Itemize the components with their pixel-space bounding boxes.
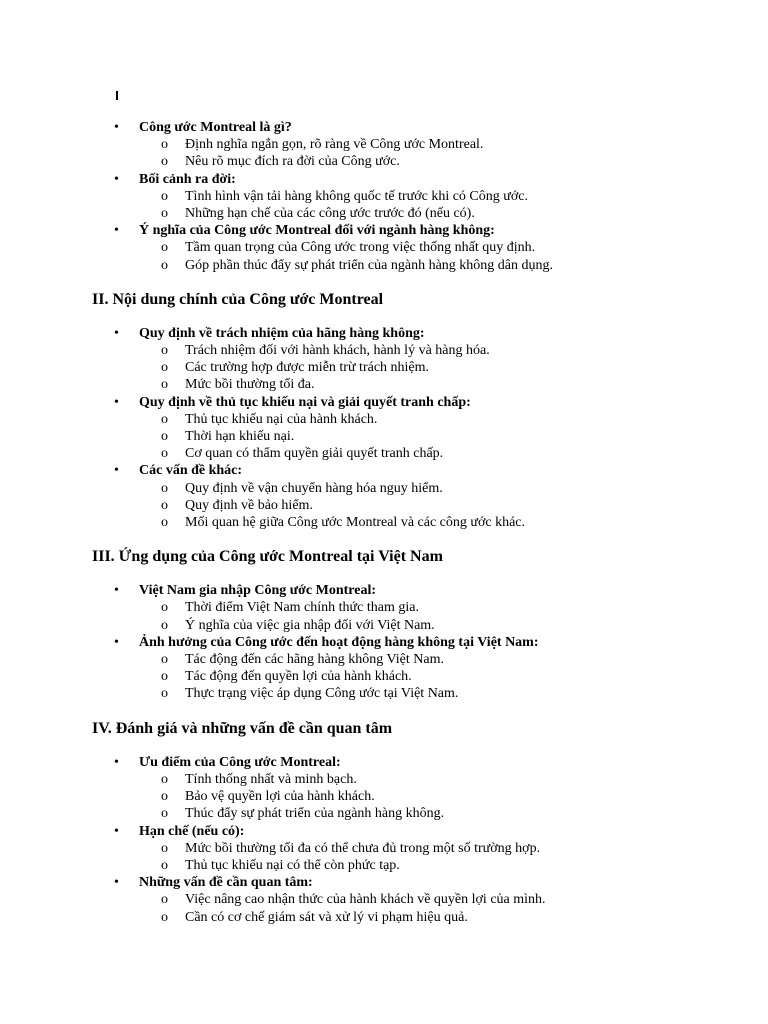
sub-bullet-text: Quy định về bảo hiểm.: [185, 497, 313, 513]
bullet-list: [92, 582, 732, 702]
sub-bullet-item: [139, 617, 732, 634]
circle-bullet-icon: o: [161, 360, 168, 376]
sub-bullet-text: Thủ tục khiếu nại của hành khách.: [185, 411, 378, 427]
circle-bullet-icon: o: [161, 515, 168, 531]
sub-bullet-list: [139, 891, 732, 925]
bullet-label: Quy định về thủ tục khiếu nại và giải quyết tranh chấp:: [139, 394, 471, 410]
bullet-list: [92, 325, 732, 531]
circle-bullet-icon: o: [161, 257, 168, 273]
sub-bullet-text: Cần có cơ chế giám sát và xử lý vi phạm hiệu quả.: [185, 909, 468, 925]
sub-bullet-list: [139, 771, 732, 823]
text-cursor-mark: [116, 91, 118, 100]
bullet-item: [92, 325, 732, 394]
sub-bullet-list: [139, 599, 732, 633]
circle-bullet-icon: o: [161, 154, 168, 170]
sub-bullet-list: [139, 342, 732, 394]
sub-bullet-text: Tình hình vận tải hàng không quốc tế trước khi có Công ước.: [185, 188, 528, 204]
sub-bullet-text: Thủ tục khiếu nại có thể còn phức tạp.: [185, 857, 400, 873]
sub-bullet-text: Tầm quan trọng của Công ước trong việc thống nhất quy định.: [185, 240, 536, 256]
bullet-label: Việt Nam gia nhập Công ước Montreal:: [139, 583, 377, 599]
bullet-item: [92, 171, 732, 223]
document-body: [92, 119, 732, 926]
circle-bullet-icon: o: [161, 497, 168, 513]
bullet-dot-icon: •: [114, 823, 119, 839]
sub-bullet-text: Quy định về vận chuyển hàng hóa nguy hiểm.: [185, 480, 443, 496]
circle-bullet-icon: o: [161, 480, 168, 496]
sub-bullet-item: [139, 445, 732, 462]
bullet-dot-icon: •: [114, 754, 119, 770]
sub-bullet-text: Nêu rõ mục đích ra đời của Công ước.: [185, 154, 400, 170]
bullet-label: Công ước Montreal là gì?: [139, 120, 292, 135]
sub-bullet-item: [139, 205, 732, 222]
sub-bullet-item: [139, 788, 732, 805]
bullet-item: [92, 874, 732, 926]
bullet-item: [92, 119, 732, 171]
sub-bullet-text: Mối quan hệ giữa Công ước Montreal và các công ước khác.: [185, 515, 526, 531]
circle-bullet-icon: o: [161, 343, 168, 359]
bullet-label: Ưu điểm của Công ước Montreal:: [139, 754, 341, 770]
sub-bullet-list: [139, 239, 732, 273]
circle-bullet-icon: o: [161, 206, 168, 222]
bullet-dot-icon: •: [114, 120, 119, 135]
sub-bullet-text: Mức bồi thường tối đa có thể chưa đủ trong một số trường hợp.: [185, 840, 541, 856]
circle-bullet-icon: o: [161, 909, 168, 925]
bullet-item: [92, 582, 732, 634]
bullet-label: Bối cảnh ra đời:: [139, 171, 236, 187]
circle-bullet-icon: o: [161, 411, 168, 427]
bullet-list: [92, 754, 732, 926]
circle-bullet-icon: o: [161, 892, 168, 908]
circle-bullet-icon: o: [161, 806, 168, 822]
circle-bullet-icon: o: [161, 446, 168, 462]
sub-bullet-text: Tác động đến quyền lợi của hành khách.: [185, 669, 412, 685]
bullet-dot-icon: •: [114, 394, 119, 410]
bullet-dot-icon: •: [114, 223, 119, 239]
sub-bullet-item: [139, 257, 732, 274]
sub-bullet-list: [139, 480, 732, 532]
sub-bullet-text: Định nghĩa ngắn gọn, rõ ràng về Công ước Montreal.: [185, 137, 484, 153]
bullet-item: [92, 394, 732, 463]
sub-bullet-item: [139, 805, 732, 822]
bullet-label: Quy định về trách nhiệm của hãng hàng không:: [139, 325, 425, 341]
sub-bullet-item: [139, 668, 732, 685]
sub-bullet-item: [139, 497, 732, 514]
sub-bullet-list: [139, 188, 732, 222]
circle-bullet-icon: o: [161, 137, 168, 153]
bullet-dot-icon: •: [114, 634, 119, 650]
circle-bullet-icon: o: [161, 188, 168, 204]
bullet-label: Các vấn đề khác:: [139, 463, 243, 479]
bullet-dot-icon: •: [114, 325, 119, 341]
bullet-item: [92, 754, 732, 823]
sub-bullet-text: Tác động đến các hãng hàng không Việt Nam.: [185, 652, 444, 668]
circle-bullet-icon: o: [161, 857, 168, 873]
bullet-dot-icon: •: [114, 171, 119, 187]
sub-bullet-item: [139, 685, 732, 702]
bullet-dot-icon: •: [114, 463, 119, 479]
bullet-item: [92, 222, 732, 274]
sub-bullet-list: [139, 840, 732, 874]
bullet-dot-icon: •: [114, 583, 119, 599]
section-heading: III. Ứng dụng của Công ước Montreal tại Việt Nam: [92, 548, 443, 566]
sub-bullet-list: [139, 136, 732, 170]
bullet-label: Những vấn đề cần quan tâm:: [139, 875, 313, 891]
sub-bullet-text: Thời điểm Việt Nam chính thức tham gia.: [185, 600, 419, 616]
circle-bullet-icon: o: [161, 771, 168, 787]
sub-bullet-item: [139, 342, 732, 359]
sub-bullet-item: [139, 891, 732, 908]
sub-bullet-text: Góp phần thúc đẩy sự phát triển của ngành hàng không dân dụng.: [185, 257, 554, 273]
bullet-dot-icon: •: [114, 875, 119, 891]
section-heading: II. Nội dung chính của Công ước Montreal: [92, 290, 384, 308]
sub-bullet-text: Tính thống nhất và minh bạch.: [185, 771, 357, 787]
circle-bullet-icon: o: [161, 617, 168, 633]
sub-bullet-item: [139, 480, 732, 497]
circle-bullet-icon: o: [161, 600, 168, 616]
sub-bullet-text: Những hạn chế của các công ước trước đó (nếu có).: [185, 206, 475, 222]
sub-bullet-text: Mức bồi thường tối đa.: [185, 377, 315, 393]
circle-bullet-icon: o: [161, 652, 168, 668]
document-section: [92, 547, 732, 702]
circle-bullet-icon: o: [161, 686, 168, 702]
sub-bullet-text: Thúc đẩy sự phát triển của ngành hàng không.: [185, 806, 445, 822]
sub-bullet-item: [139, 771, 732, 788]
bullet-item: [92, 462, 732, 531]
sub-bullet-item: [139, 428, 732, 445]
document-section: [92, 719, 732, 926]
sub-bullet-text: Các trường hợp được miễn trừ trách nhiệm.: [185, 360, 430, 376]
bullet-label: Hạn chế (nếu có):: [139, 823, 245, 839]
sub-bullet-item: [139, 909, 732, 926]
sub-bullet-item: [139, 136, 732, 153]
sub-bullet-item: [139, 840, 732, 857]
sub-bullet-text: Trách nhiệm đối với hành khách, hành lý và hàng hóa.: [185, 343, 490, 359]
bullet-list: [92, 119, 732, 274]
bullet-item: [92, 634, 732, 703]
bullet-label: Ý nghĩa của Công ước Montreal đối với ngành hàng không:: [139, 223, 495, 239]
circle-bullet-icon: o: [161, 377, 168, 393]
circle-bullet-icon: o: [161, 840, 168, 856]
sub-bullet-item: [139, 411, 732, 428]
document-section: [92, 119, 732, 274]
sub-bullet-list: [139, 651, 732, 703]
circle-bullet-icon: o: [161, 789, 168, 805]
sub-bullet-item: [139, 651, 732, 668]
sub-bullet-text: Ý nghĩa của việc gia nhập đối với Việt Nam.: [185, 617, 435, 633]
sub-bullet-item: [139, 188, 732, 205]
sub-bullet-item: [139, 599, 732, 616]
section-heading: IV. Đánh giá và những vấn đề cần quan tâm: [92, 719, 393, 737]
bullet-label: Ảnh hưởng của Công ước đến hoạt động hàng không tại Việt Nam:: [139, 634, 539, 650]
circle-bullet-icon: o: [161, 669, 168, 685]
sub-bullet-text: Bảo vệ quyền lợi của hành khách.: [185, 789, 375, 805]
sub-bullet-text: Thời hạn khiếu nại.: [185, 429, 295, 445]
document-section: [92, 290, 732, 531]
circle-bullet-icon: o: [161, 240, 168, 256]
bullet-item: [92, 823, 732, 875]
sub-bullet-item: [139, 376, 732, 393]
sub-bullet-item: [139, 514, 732, 531]
sub-bullet-text: Cơ quan có thẩm quyền giải quyết tranh chấp.: [185, 446, 444, 462]
sub-bullet-item: [139, 239, 732, 256]
sub-bullet-text: Thực trạng việc áp dụng Công ước tại Việt Nam.: [185, 686, 459, 702]
circle-bullet-icon: o: [161, 429, 168, 445]
sub-bullet-text: Việc nâng cao nhận thức của hành khách về quyền lợi của mình.: [185, 892, 546, 908]
sub-bullet-item: [139, 857, 732, 874]
sub-bullet-list: [139, 411, 732, 463]
sub-bullet-item: [139, 153, 732, 170]
sub-bullet-item: [139, 359, 732, 376]
